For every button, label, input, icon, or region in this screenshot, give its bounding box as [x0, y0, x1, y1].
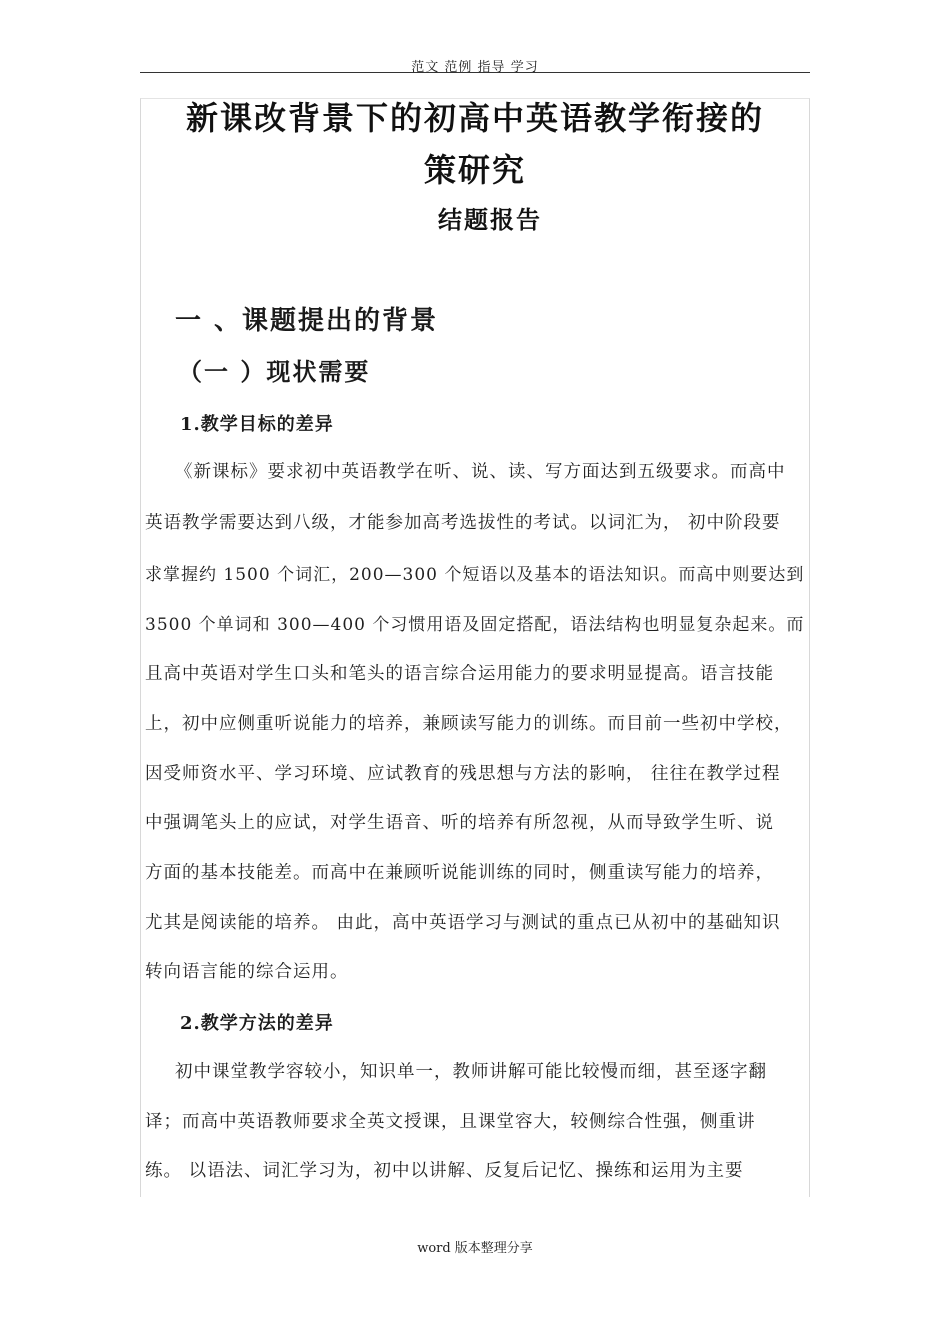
item-heading-2: 2.教学方法的差异	[180, 1013, 334, 1034]
paragraph-line: 转向语言能的综合运用。	[145, 962, 349, 982]
paragraph-line: 《新课标》要求初中英语教学在听、说、读、写方面达到五级要求。而高中	[175, 462, 786, 482]
paragraph-line: 初中课堂教学容较小，知识单一，教师讲解可能比较慢而细，甚至逐字翻	[175, 1062, 767, 1082]
header-divider	[140, 72, 810, 73]
paragraph-line: 练。 以语法、词汇学习为，初中以讲解、反复后记忆、操练和运用为主要	[145, 1161, 744, 1181]
paragraph-line: 求掌握约 1500 个词汇，200—300 个短语以及基本的语法知识。而高中则要达到	[145, 565, 805, 585]
item-heading-1: 1.教学目标的差异	[180, 414, 334, 435]
paragraph-line: 上，初中应侧重听说能力的培养，兼顾读写能力的训练。而目前一些初中学校，	[145, 714, 793, 734]
page-header: 范文 范例 指导 学习	[411, 60, 539, 75]
subsection-heading: （一 ）现状需要	[178, 357, 371, 386]
document-title	[160, 92, 790, 196]
page-footer: word 版本整理分享	[417, 1241, 533, 1256]
paragraph-line: 因受师资水平、学习环境、应试教育的残思想与方法的影响， 往往在教学过程	[145, 764, 781, 784]
title-line-2: 策研究	[423, 151, 526, 189]
paragraph-line: 方面的基本技能差。而高中在兼顾听说能训练的同时，侧重读写能力的培养，	[145, 863, 774, 883]
document-subtitle: 结题报告	[438, 205, 542, 234]
paragraph-line: 译；而高中英语教师要求全英文授课，且课堂容大，较侧综合性强，侧重讲	[145, 1112, 756, 1132]
title-line-1: 新课改背景下的初高中英语教学衔接的	[185, 99, 764, 137]
paragraph-line: 尤其是阅读能的培养。 由此，高中英语学习与测试的重点已从初中的基础知识	[145, 913, 781, 933]
section-heading: 一 、课题提出的背景	[175, 306, 439, 336]
paragraph-line: 英语教学需要达到八级，才能参加高考选拔性的考试。以词汇为， 初中阶段要	[145, 513, 781, 533]
paragraph-line: 且高中英语对学生口头和笔头的语言综合运用能力的要求明显提高。语言技能	[145, 664, 774, 684]
paragraph-line: 3500 个单词和 300—400 个习惯用语及固定搭配，语法结构也明显复杂起来。而	[145, 615, 805, 635]
paragraph-line: 中强调笔头上的应试，对学生语音、听的培养有所忽视，从而导致学生听、说	[145, 813, 774, 833]
